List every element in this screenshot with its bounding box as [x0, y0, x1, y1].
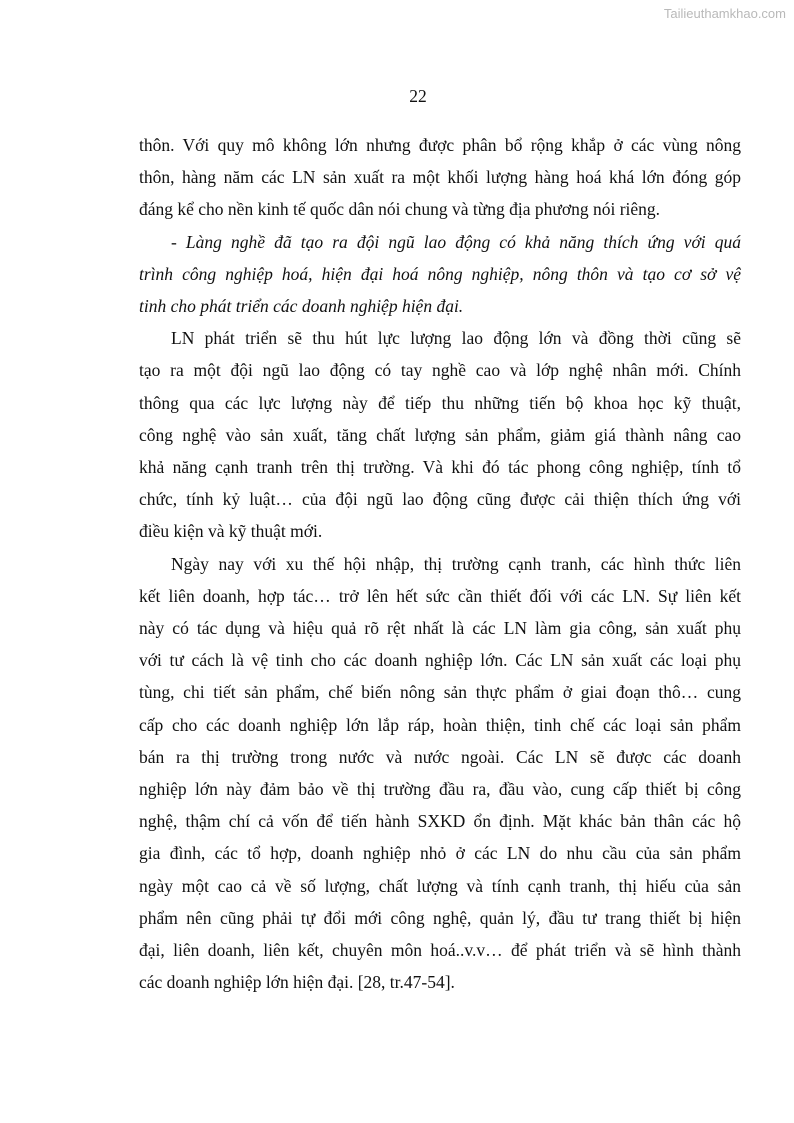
- text-line: Ngày nay với xu thế hội nhập, thị trường cạnh tranh, các hình thức liên: [171, 553, 741, 574]
- text-line: cấp cho các doanh nghiệp lớn lắp ráp, hoàn thiện, tinh chế các loại sản phẩm: [139, 714, 741, 735]
- text-line: trình công nghiệp hoá, hiện đại hoá nông nghiệp, nông thôn và tạo cơ sở vệ: [139, 263, 741, 284]
- text-line: các doanh nghiệp lớn hiện đại. [28, tr.47-54].: [139, 972, 455, 993]
- text-line: chức, tính kỷ luật… của đội ngũ lao động cũng được cải thiện thích ứng với: [139, 489, 741, 510]
- text-line: kết liên doanh, hợp tác… trở lên hết sức cần thiết đối với các LN. Sự liên kết: [139, 585, 741, 606]
- text-line: điều kiện và kỹ thuật mới.: [139, 521, 323, 542]
- text-line: bán ra thị trường trong nước và nước ngoài. Các LN sẽ được các doanh: [139, 746, 741, 767]
- paragraph: [139, 322, 741, 547]
- text-line: đáng kể cho nền kinh tế quốc dân nói chung và từng địa phương nói riêng.: [139, 199, 661, 220]
- paragraph: [139, 548, 741, 999]
- text-line: thôn, hàng năm các LN sản xuất ra một khối lượng hàng hoá khá lớn đóng góp: [139, 167, 741, 188]
- paragraph: [139, 226, 741, 323]
- text-line: gia đình, các tổ hợp, doanh nghiệp nhỏ ở các LN do nhu cầu của sản phẩm: [139, 843, 741, 864]
- text-line: thông qua các lực lượng này để tiếp thu những tiến bộ khoa học kỹ thuật,: [139, 392, 741, 413]
- text-line: - Làng nghề đã tạo ra đội ngũ lao động có khả năng thích ứng với quá: [171, 231, 741, 252]
- text-line: LN phát triển sẽ thu hút lực lượng lao động lớn và đồng thời cũng sẽ: [171, 328, 741, 349]
- text-line: thôn. Với quy mô không lớn nhưng được phân bổ rộng khắp ở các vùng nông: [139, 135, 741, 155]
- page-number: 22: [409, 86, 427, 106]
- text-line: đại, liên doanh, liên kết, chuyên môn hoá..v.v… để phát triển và sẽ hình thành: [139, 940, 741, 961]
- text-line: nghệ, thậm chí cả vốn để tiến hành SXKD ổn định. Mặt khác bản thân các hộ: [139, 811, 741, 832]
- paragraph: [139, 129, 741, 226]
- text-line: tinh cho phát triển các doanh nghiệp hiện đại.: [139, 296, 464, 317]
- text-line: này có tác dụng và hiệu quả rõ rệt nhất là các LN làm gia công, sản xuất phụ: [139, 618, 741, 639]
- text-line: tạo ra một đội ngũ lao động có tay nghề cao và lớp nghệ nhân mới. Chính: [139, 360, 741, 381]
- text-line: với tư cách là vệ tinh cho các doanh nghiệp lớn. Các LN sản xuất các loại phụ: [139, 650, 741, 671]
- text-line: tùng, chi tiết sản phẩm, chế biến nông sản thực phẩm ở giai đoạn thô… cung: [139, 682, 741, 703]
- text-line: khả năng cạnh tranh trên thị trường. Và khi đó tác phong công nghiệp, tính tổ: [139, 457, 741, 478]
- text-line: phẩm nên cũng phải tự đổi mới công nghệ, quản lý, đầu tư trang thiết bị hiện: [139, 907, 741, 928]
- document-body: [139, 129, 741, 998]
- text-line: công nghệ vào sản xuất, tăng chất lượng sản phẩm, giảm giá thành nâng cao: [139, 424, 741, 445]
- watermark: Tailieuthamkhao.com: [663, 6, 786, 21]
- text-line: ngày một cao cả về số lượng, chất lượng và tính cạnh tranh, thị hiếu của sản: [139, 875, 741, 896]
- text-line: nghiệp lớn này đảm bảo về thị trường đầu ra, đầu vào, cung cấp thiết bị công: [139, 779, 741, 800]
